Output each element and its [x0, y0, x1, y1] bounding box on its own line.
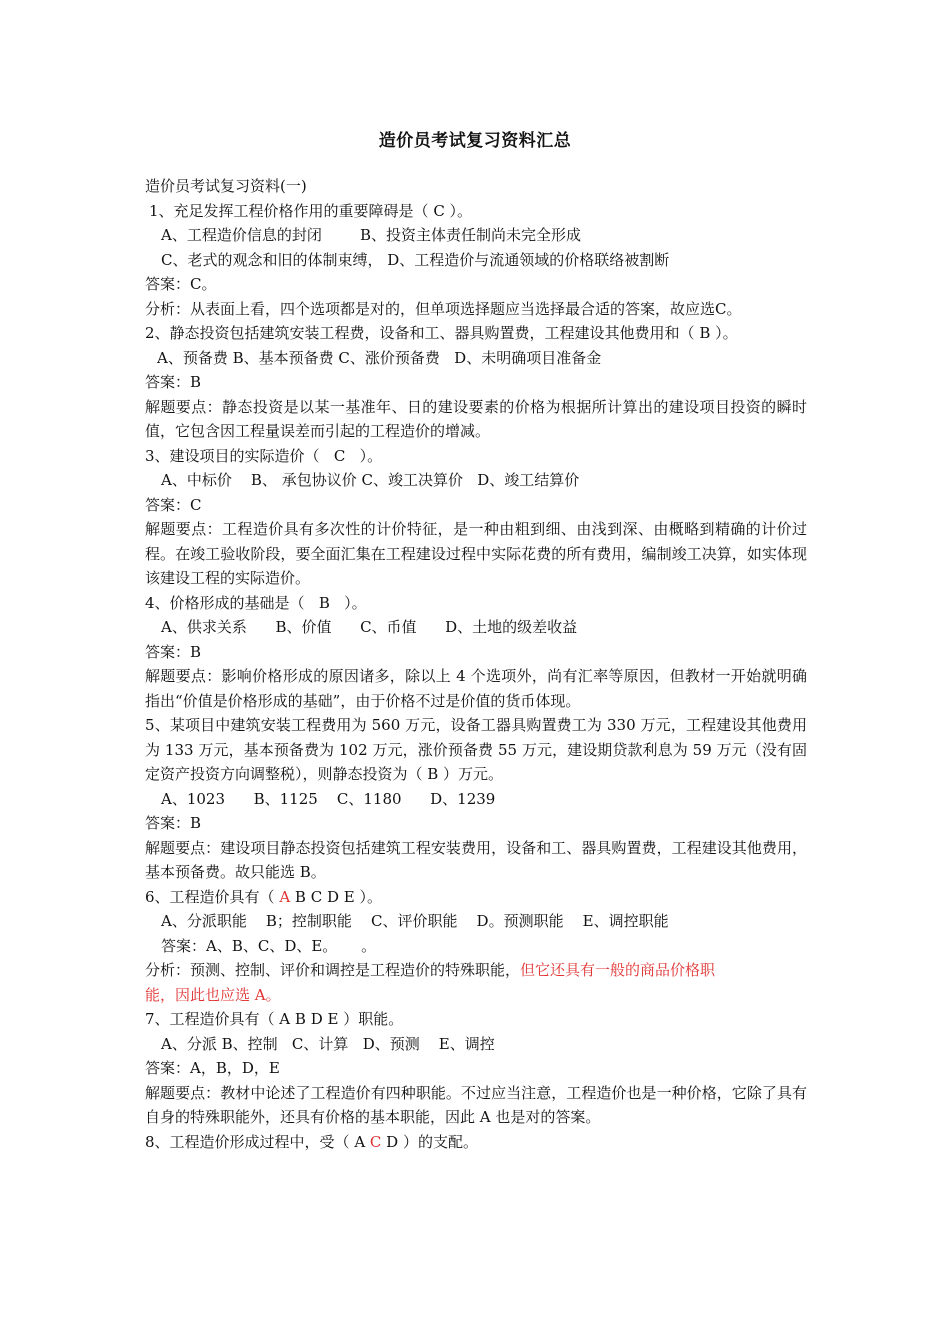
q5-question: 5、某项目中建筑安装工程费用为 560 万元，设备工器具购置费工为 330 万元，工程建设其他费用为 133 万元，基本预备费为 102 万元，涨价预备费 55 万元，建设期贷款利息为 59 万元（没有固定资产投资方向调整税），则静态投资为（ B ）万元。 [145, 716, 807, 783]
q1-answer: 答案：C。 [145, 275, 217, 293]
q6-question-post: B C D E ）。 [290, 887, 382, 906]
q8-question-post: D ）的支配。 [381, 1132, 478, 1151]
q6-question-highlight: A [279, 887, 291, 906]
q8-question-pre: 8、工程造价形成过程中，受（ A [145, 1132, 370, 1151]
q1-analysis: 分析：从表面上看，四个选项都是对的，但单项选择题应当选择最合适的答案，故应选C。 [145, 299, 742, 318]
q4-question: 4、价格形成的基础是（ B ）。 [145, 593, 367, 612]
section-heading: 造价员考试复习资料(一) [145, 177, 307, 195]
q2-analysis: 解题要点：静态投资是以某一基准年、日的建设要素的价格为根据所计算出的建设项目投资的瞬时值，它包含因工程量误差而引起的工程造价的增减。 [145, 397, 807, 440]
q5-options: A、1023 B、1125 C、1180 D、1239 [161, 789, 496, 808]
q8-question-highlight: C [369, 1132, 382, 1151]
q1-options-cd: C、老式的观念和旧的体制束缚， D、工程造价与流通领域的价格联络被割断 [161, 250, 670, 269]
q6-analysis-pre: 分析：预测、控制、评价和调控是工程造价的特殊职能， [145, 961, 521, 979]
q5-answer: 答案：B [145, 814, 202, 832]
q4-answer: 答案：B [145, 642, 202, 661]
q6-question [145, 885, 807, 910]
q7-options: A、分派 B、控制 C、计算 D、预测 E、调控 [161, 1034, 495, 1053]
q1-question: 1、充足发挥工程价格作用的重要障碍是（ C ）。 [149, 201, 473, 220]
q2-answer: 答案：B [145, 373, 202, 391]
q6-analysis-line1 [145, 958, 807, 983]
q6-answer: 答案：A、B、C、D、E。 。 [161, 936, 377, 955]
q6-analysis-highlight-1: 但它还具有一般的商品价格职 [520, 961, 716, 979]
q2-options: A、预备费 B、基本预备费 C、涨价预备费 D、未明确项目准备金 [157, 348, 602, 367]
q5-analysis: 解题要点：建设项目静态投资包括建筑工程安装费用，设备和工、器具购置费，工程建设其他费用，基本预备费。故只能选 B。 [145, 838, 807, 881]
q6-question-pre: 6、工程造价具有（ [145, 887, 280, 906]
q1-options-ab: A、工程造价信息的封闭 B、投资主体责任制尚未完全形成 [161, 226, 582, 244]
q4-options: A、供求关系 B、价值 C、币值 D、土地的级差收益 [161, 618, 578, 636]
q3-analysis: 解题要点：工程造价具有多次性的计价特征，是一种由粗到细、由浅到深、由概略到精确的计价过程。在竣工验收阶段，要全面汇集在工程建设过程中实际花费的所有费用，编制竣工决算，如实体现该建设工程的实际造价。 [145, 520, 807, 587]
q3-question: 3、建设项目的实际造价（ C ）。 [145, 446, 383, 465]
document-title: 造价员考试复习资料汇总 [378, 131, 572, 151]
q3-answer: 答案：C [145, 495, 202, 514]
q8-question [145, 1130, 807, 1155]
q7-analysis: 解题要点：教材中论述了工程造价有四种职能。不过应当注意，工程造价也是一种价格，它除了具有自身的特殊职能外，还具有价格的基本职能，因此 A 也是对的答案。 [145, 1083, 807, 1126]
q3-options: A、中标价 B、 承包协议价 C、竣工决算价 D、竣工结算价 [161, 471, 580, 489]
q2-question: 2、静态投资包括建筑安装工程费，设备和工、器具购置费，工程建设其他费用和（ B ）。 [145, 324, 738, 342]
document-body [145, 174, 807, 1154]
q4-analysis: 解题要点：影响价格形成的原因诸多，除以上 4 个选项外，尚有汇率等原因，但教材一开始就明确指出“价值是价格形成的基础”，由于价格不过是价值的货币体现。 [145, 667, 807, 710]
q6-options: A、分派职能 B；控制职能 C、评价职能 D。预测职能 E、调控职能 [161, 912, 669, 930]
q7-answer: 答案：A，B，D，E [145, 1059, 280, 1077]
q7-question: 7、工程造价具有（ A B D E ）职能。 [145, 1010, 404, 1028]
q6-analysis-highlight-2: 能，因此也应选 A。 [145, 985, 281, 1004]
